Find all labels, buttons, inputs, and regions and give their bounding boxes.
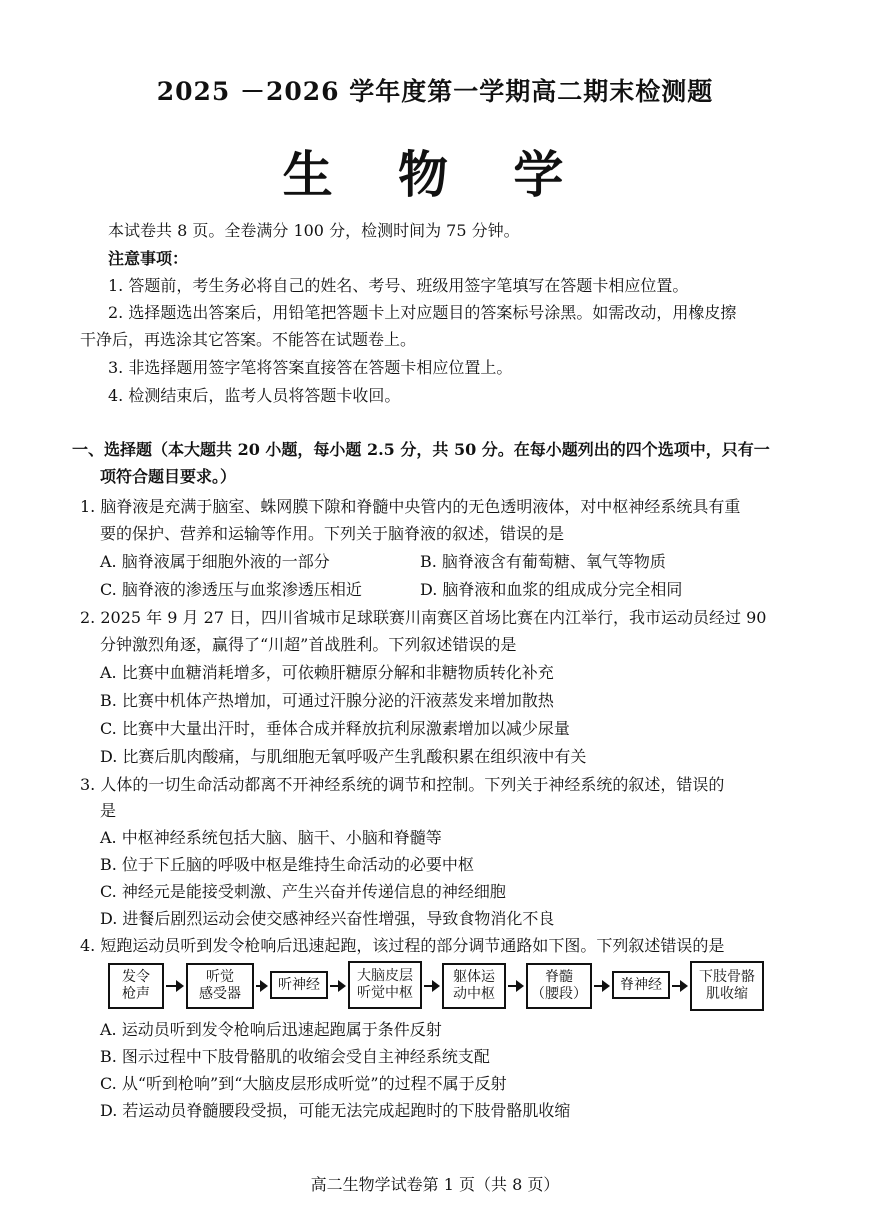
node-auditory-cortex — [348, 961, 422, 1009]
page-footer: 高二生物学试卷第 1 页（共 8 页） — [310, 1175, 560, 1194]
q1-option-a: A. 脑脊液属于细胞外液的一部分 — [100, 552, 330, 571]
node-starting-gun — [108, 963, 164, 1009]
q3-option-a: A. 中枢神经系统包括大脑、脑干、小脑和脊髓等 — [100, 828, 442, 847]
node-spinal-cord — [526, 963, 592, 1009]
q1-stem: 1. 脑脊液是充满于脑室、蛛网膜下隙和脊髓中央管内的无色透明液体，对中枢神经系统具有重 — [80, 497, 741, 516]
q4-option-a: A. 运动员听到发令枪响后迅速起跑属于条件反射 — [100, 1020, 442, 1039]
node-motor-center — [442, 963, 506, 1009]
q3-option-b: B. 位于下丘脑的呼吸中枢是维持生命活动的必要中枢 — [100, 855, 474, 874]
q3-option-c: C. 神经元是能接受刺激、产生兴奋并传递信息的神经细胞 — [100, 882, 506, 901]
q1-stem-cont: 要的保护、营养和运输等作用。下列关于脑脊液的叙述，错误的是 — [100, 524, 565, 543]
node-spinal-cord-line1: 脊髓 — [545, 969, 573, 985]
q4-stem: 4. 短跑运动员听到发令枪响后迅速起跑，该过程的部分调节通路如下图。下列叙述错误的是 — [80, 936, 725, 955]
q4-option-d: D. 若运动员脊髓腰段受损，可能无法完成起跑时的下肢骨骼肌收缩 — [100, 1101, 571, 1120]
node-auditory-receptor-line2: 感受器 — [199, 986, 241, 1002]
node-auditory-nerve — [270, 971, 328, 999]
arrow-6 — [594, 985, 608, 987]
node-auditory-receptor — [186, 963, 254, 1009]
q3-stem: 3. 人体的一切生命活动都离不开神经系统的调节和控制。下列关于神经系统的叙述，错误的 — [80, 775, 725, 794]
q1-option-c: C. 脑脊液的渗透压与血浆渗透压相近 — [100, 580, 362, 599]
regulation-pathway-diagram — [108, 959, 768, 1013]
node-spinal-nerve-label: 脊神经 — [620, 976, 662, 993]
node-muscle-contraction-line1: 下肢骨骼 — [699, 969, 755, 985]
notice-item-2: 2. 选择题选出答案后，用铅笔把答题卡上对应题目的答案标号涂黑。如需改动，用橡皮擦 — [108, 303, 737, 322]
node-auditory-cortex-line2: 听觉中枢 — [357, 985, 413, 1001]
arrow-5 — [508, 985, 522, 987]
q4-option-b: B. 图示过程中下肢骨骼肌的收缩会受自主神经系统支配 — [100, 1047, 490, 1066]
notice-item-3: 3. 非选择题用签字笔将答案直接答在答题卡相应位置上。 — [108, 358, 513, 377]
notice-item-1: 1. 答题前，考生务必将自己的姓名、考号、班级用签字笔填写在答题卡相应位置。 — [108, 276, 689, 295]
node-motor-center-line1: 躯体运 — [453, 969, 495, 985]
q3-option-d: D. 进餐后剧烈运动会使交感神经兴奋性增强，导致食物消化不良 — [100, 909, 555, 928]
arrow-1 — [166, 985, 182, 987]
node-starting-gun-line2: 枪声 — [122, 986, 150, 1002]
q2-option-d: D. 比赛后肌肉酸痛，与肌细胞无氧呼吸产生乳酸积累在组织液中有关 — [100, 747, 587, 766]
section-heading-cont: 项符合题目要求。） — [100, 467, 237, 486]
arrow-3 — [330, 985, 344, 987]
exam-title: 2025 －2026 学年度第一学期高二期末检测题 — [156, 77, 714, 106]
node-motor-center-line2: 动中枢 — [453, 986, 495, 1002]
node-muscle-contraction — [690, 961, 764, 1011]
q1-option-b: B. 脑脊液含有葡萄糖、氧气等物质 — [420, 552, 666, 571]
node-auditory-cortex-line1: 大脑皮层 — [357, 968, 413, 984]
section-heading: 一、选择题（本大题共 20 小题，每小题 2.5 分，共 50 分。在每小题列出的四个选项中，只有一 — [72, 440, 770, 459]
node-auditory-nerve-label: 听神经 — [278, 976, 320, 993]
subject-title: 生 物 学 — [282, 145, 588, 204]
q2-option-a: A. 比赛中血糖消耗增多，可依赖肝糖原分解和非糖物质转化补充 — [100, 663, 554, 682]
q4-option-c: C. 从“听到枪响”到“大脑皮层形成听觉”的过程不属于反射 — [100, 1074, 507, 1093]
intro-text: 本试卷共 8 页。全卷满分 100 分，检测时间为 75 分钟。 — [108, 221, 520, 240]
q2-option-b: B. 比赛中机体产热增加，可通过汗腺分泌的汗液蒸发来增加散热 — [100, 691, 554, 710]
q1-option-d: D. 脑脊液和血浆的组成成分完全相同 — [420, 580, 683, 599]
q2-stem-cont: 分钟激烈角逐，赢得了“川超”首战胜利。下列叙述错误的是 — [100, 635, 517, 654]
node-starting-gun-line1: 发令 — [122, 969, 150, 985]
notice-heading: 注意事项： — [108, 249, 189, 268]
notice-item-2-cont: 干净后，再选涂其它答案。不能答在试题卷上。 — [80, 330, 417, 349]
node-auditory-receptor-line1: 听觉 — [206, 969, 234, 985]
notice-item-4: 4. 检测结束后，监考人员将答题卡收回。 — [108, 386, 401, 405]
arrow-7 — [672, 985, 686, 987]
arrow-4 — [424, 985, 438, 987]
q3-stem-cont: 是 — [100, 801, 117, 820]
q2-stem: 2. 2025 年 9 月 27 日，四川省城市足球联赛川南赛区首场比赛在内江举行，我市运动员经过 90 — [80, 608, 767, 627]
node-spinal-nerve — [612, 971, 670, 999]
q2-option-c: C. 比赛中大量出汗时，垂体合成并释放抗利尿激素增加以减少尿量 — [100, 719, 570, 738]
node-spinal-cord-line2: （腰段） — [531, 986, 587, 1002]
arrow-2 — [256, 985, 266, 987]
node-muscle-contraction-line2: 肌收缩 — [706, 986, 748, 1002]
